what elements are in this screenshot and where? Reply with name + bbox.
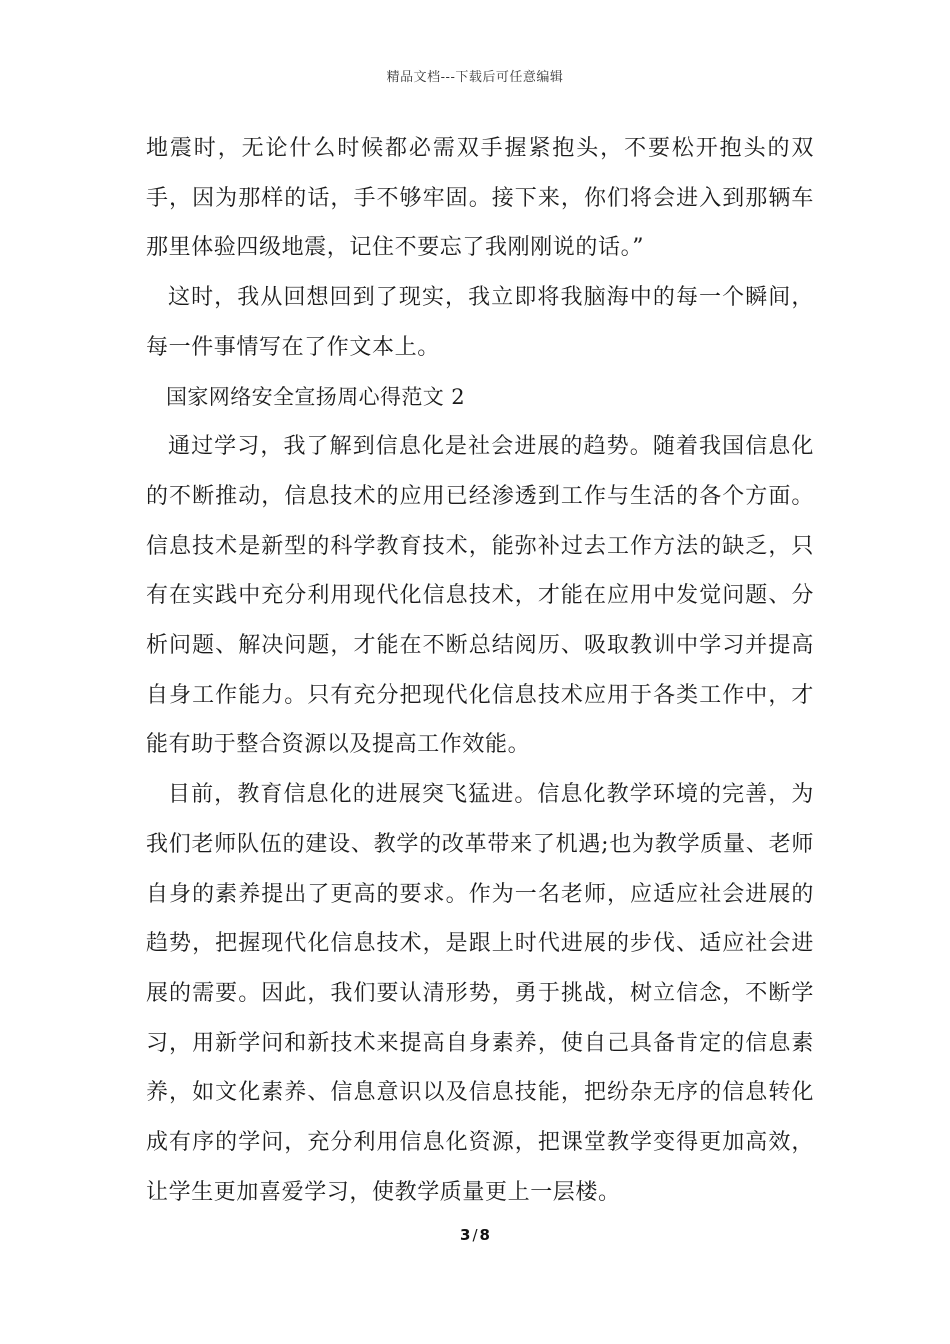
paragraph-earthquake-instruction: 地震时，无论什么时候都必需双手握紧抱头，不要松开抱头的双手，因为那样的话，手不够牢固。接下来，你们将会进入到那辆车那里体验四级地震，记住不要忘了我刚刚说的话。”	[146, 136, 814, 261]
document-body	[146, 124, 814, 1217]
paragraph-return-to-reality: 这时，我从回想回到了现实，我立即将我脑海中的每一个瞬间，每一件事情写在了作文本上。	[146, 285, 814, 360]
page-separator: /	[472, 1226, 478, 1244]
page-header-note: 精品文档---下载后可任意编辑	[386, 70, 564, 85]
page-number	[0, 1226, 950, 1244]
paragraph-information-technology: 通过学习，我了解到信息化是社会进展的趋势。随着我国信息化的不断推动，信息技术的应用已经渗透到工作与生活的各个方面。信息技术是新型的科学教育技术，能弥补过去工作方法的缺乏，只有在实践中充分利用现代化信息技术，才能在应用中发觉问题、分析问题、解决问题，才能在不断总结阅历、吸取教训中学习并提高自身工作能力。只有充分把现代化信息技术应用于各类工作中，才能有助于整合资源以及提高工作效能。	[146, 434, 814, 758]
paragraph-education-informatization: 目前，教育信息化的进展突飞猛进。信息化教学环境的完善，为我们老师队伍的建设、教学的改革带来了机遇;也为教学质量、老师自身的素养提出了更高的要求。作为一名老师，应适应社会进展的趋势，把握现代化信息技术，是跟上时代进展的步伐、适应社会进展的需要。因此，我们要认清形势，勇于挑战，树立信念，不断学习，用新学问和新技术来提高自身素养，使自己具备肯定的信息素养，如文化素养、信息意识以及信息技能，把纷杂无序的信息转化成有序的学问，充分利用信息化资源，把课堂教学变得更加高效，让学生更加喜爱学习，使教学质量更上一层楼。	[146, 782, 814, 1205]
current-page-number: 3	[460, 1226, 471, 1244]
section-heading: 国家网络安全宣扬周心得范文 2	[166, 384, 466, 409]
total-page-count: 8	[479, 1226, 490, 1244]
